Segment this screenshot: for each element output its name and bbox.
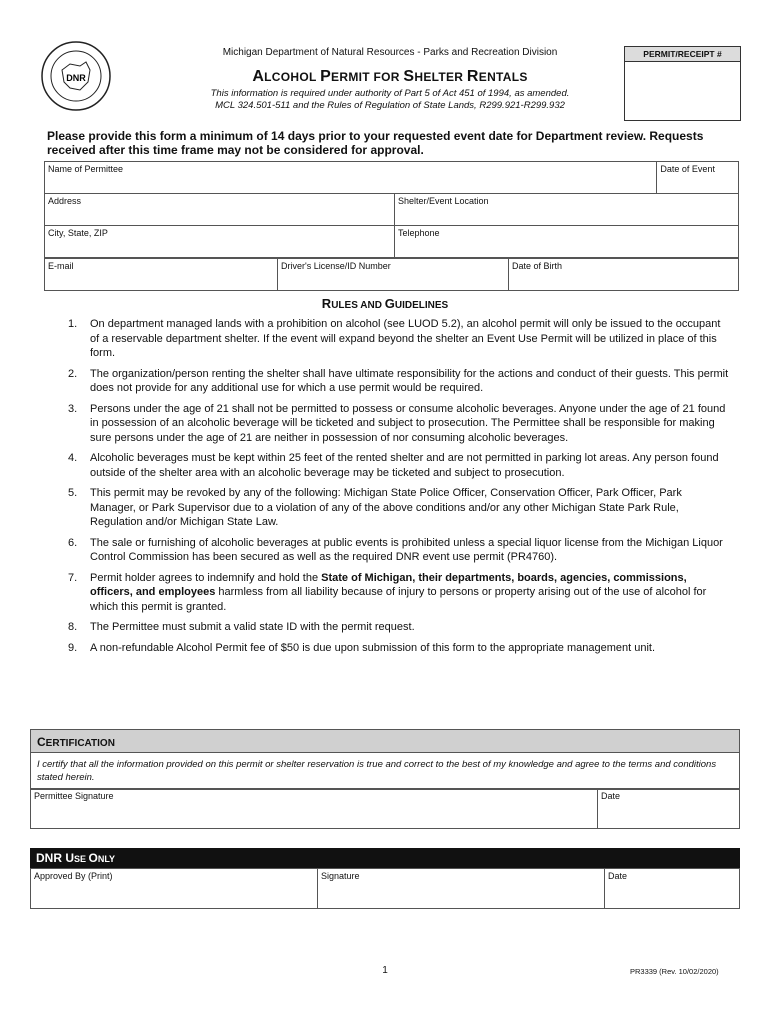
- agency-name: Michigan Department of Natural Resources - Parks and Recreation Division: [222, 47, 558, 58]
- certification-heading: CERTIFICATION: [30, 729, 740, 753]
- permit-receipt-label: PERMIT/RECEIPT #: [625, 47, 740, 62]
- approved-by-field[interactable]: Approved By (Print): [31, 869, 318, 909]
- authority-text: This information is required under authority of Part 5 of Act 451 of 1994, as amended. MCL 324.501-511 and the Rules of Regulation of State Lands, R299.921-R299.932: [210, 88, 570, 111]
- dnr-seal-logo: [40, 40, 112, 112]
- seal-text: DNR: [66, 73, 86, 83]
- email-field[interactable]: E-mail: [45, 259, 278, 291]
- rule-item: 5. This permit may be revoked by any of the following: Michigan State Police Officer, Conservation Officer, Park Officer, Park Manager, or Park Supervisor due to a violation of any of the above conditions and/or any other Michigan State Park Rule, Regulation and/or Michigan State Law.: [68, 487, 682, 528]
- permittee-signature-field[interactable]: Permittee Signature: [31, 789, 598, 829]
- city-state-zip-field[interactable]: City, State, ZIP: [45, 226, 395, 258]
- page-number: 1: [382, 965, 388, 976]
- certification-signature-table: [30, 788, 740, 829]
- contact-table: [44, 258, 739, 291]
- certification-date-field[interactable]: Date: [598, 789, 740, 829]
- rule-item: 6. The sale or furnishing of alcoholic beverages at public events is prohibited unless a special liquor license from the Michigan Liquor Control Commission has been secured as well as the required DNR event use permit (PR4760).: [68, 536, 723, 563]
- rule-item: 8. The Permittee must submit a valid state ID with the permit request.: [68, 621, 415, 633]
- date-of-birth-field[interactable]: Date of Birth: [509, 259, 739, 291]
- dnr-signature-field[interactable]: Signature: [318, 869, 605, 909]
- rule-item: 1. On department managed lands with a prohibition on alcohol (see LUOD 5.2), an alcohol permit will only be issued to the occupant of a reservable department shelter. If the event will expand beyond the shelter an Event Use Permit will be utilized in place of this form.: [68, 318, 721, 359]
- name-of-permittee-field[interactable]: Name of Permittee: [45, 162, 657, 194]
- rules-list: [60, 317, 730, 661]
- applicant-info-table: [44, 161, 739, 194]
- rule-item: 9. A non-refundable Alcohol Permit fee of $50 is due upon submission of this form to the appropriate management unit.: [68, 641, 656, 654]
- rule-item: 4. Alcoholic beverages must be kept within 25 feet of the rented shelter and are not permitted in parking lot areas. Any person found outside of the shelter area with an alcoholic beverage may be ticketed and subject to prosecution.: [68, 452, 719, 479]
- dnr-use-table: [30, 868, 740, 909]
- address-table: [44, 193, 739, 258]
- certification-statement: I certify that all the information provided on this permit or shelter reservation is true and correct to the best of my knowledge and agree to the terms and conditions stated herein.: [30, 753, 740, 790]
- rule-item: 7. Permit holder agrees to indemnify and hold the State of Michigan, their departments, boards, agencies, commissions, officers, and employees harmless from all liability because of injury to persons or property arising out of the use of alcohol for which this permit is granted.: [68, 571, 707, 613]
- dnr-date-field[interactable]: Date: [605, 869, 740, 909]
- address-field-cell[interactable]: Address: [45, 194, 395, 226]
- instructions: Please provide this form a minimum of 14 days prior to your requested event date for Department review. Requests received after this time frame may not be considered for approval.: [47, 129, 704, 157]
- permit-receipt-box[interactable]: [624, 46, 741, 121]
- date-of-event-field[interactable]: Date of Event: [657, 162, 739, 194]
- shelter-location-cell[interactable]: Shelter/Event Location: [395, 194, 739, 226]
- telephone-field[interactable]: Telephone: [395, 226, 739, 258]
- rules-heading: RULES AND GUIDELINES: [321, 296, 449, 311]
- page-title: ALCOHOL PERMIT FOR SHELTER RENTALS: [252, 68, 528, 85]
- drivers-license-field[interactable]: Driver's License/ID Number: [278, 259, 509, 291]
- form-number: PR3339 (Rev. 10/02/2020): [630, 967, 719, 976]
- rule-item: 2. The organization/person renting the shelter shall have ultimate responsibility for the actions and conduct of their guests. This permit does not provide for any additional use for which a use permit would be required.: [68, 367, 729, 394]
- rule-item: 3. Persons under the age of 21 shall not be permitted to possess or consume alcoholic beverages. Anyone under the age of 21 found in possession of an alcoholic beverage will be ticketed and subject to prosecution. The Permittee shall be responsible for making sure persons under the age of 21 are neither in possession of nor consuming alcoholic beverages.: [68, 402, 726, 444]
- dnr-use-only-heading: DNR USE ONLY: [30, 848, 740, 868]
